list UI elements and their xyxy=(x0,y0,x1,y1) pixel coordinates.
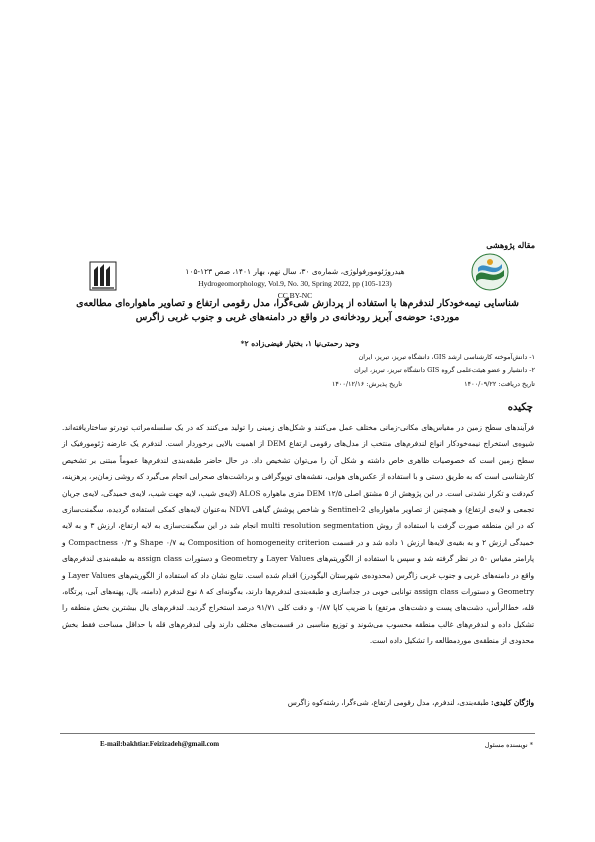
keywords-label: واژگان کلیدی: xyxy=(491,698,534,707)
corresponding-email: E-mail:bakhtiar.Feizizadeh@gmail.com xyxy=(100,740,220,748)
abstract-body: فرآیندهای سطح زمین در مقیاس‌های مکانی-زمانی مختلف عمل می‌کنند و شکل‌های زمینی را تولید می‌کنند که در یک سلسله‌مراتب تودرتو ساختاریافته‌اند. شیوه‌ی استخراج نیمه‌خودکار انواع لندفرم‌های منتخب از مدل‌های رقومی ارتفاع DEM از اهمیت بالایی برخوردار است. لندفرم یک عارضه ژئومورفیک از سطح زمین است که خصوصیات ظاهری خاص داشته و شکل آن را می‌توان تشخیص داد. در حال حاضر طبقه‌بندی لندفرم‌ها عموماً مبتنی بر تشخیص کارشناسی است که به طریق دستی و با استفاده از عکس‌های هوایی، نقشه‌های توپوگرافی و برداشت‌های صحرایی انجام می‌گیرد که روشی زمان‌بر، پرهزینه، کم‌دقت و تکرار نشدنی است. در این پژوهش از ۵ مشتق اصلی DEM ۱۲/۵ متری ماهواره ALOS (لایه‌ی شیب، لایه جهت شیب، لایه‌ی خمیدگی، لایه‌ی جریان تجمعی و لایه‌ی ارتفاع) و همچنین از تصاویر ماهواره‌ای Sentinel-2 و شاخص پوشش گیاهی NDVI به‌عنوان لایه‌های کمکی استفاده گردیده، سگمنت‌سازی که در این منطقه صورت گرفت با استفاده از روش multi resolution segmentation انجام شد در این سگمنت‌سازی به لایه ارتفاع، ارزش ۳ و به لایه خمیدگی ارزش ۲ و به بقیه‌ی لایه‌ها ارزش ۱ داده شد و در قسمت Composition of homogeneity criterion به Shape ۰/۷ و Compactness ۰/۳ و پارامتر مقیاس ۵۰ در نظر گرفته شد و سپس با استفاده از الگوریتم‌های Layer Values و Geometry و دستورات assign class به طبقه‌بندی لندفرم‌های واقع در دامنه‌های غربی و جنوب غربی زاگرس (محدوده‌ی شهرستان الیگودرز) اقدام شده است. نتایج نشان داد که استفاده از الگوریتم‌های Layer Values و Geometry و دستورات assign class توانایی خوبی در جداسازی و طبقه‌بندی لندفرم‌ها دارند، به‌گونه‌ای که ۸ نوع لندفرم (دامنه، یال، پهنه‌های آبی، پرتگاه، قله، خط‌الرأس، دشت‌های پست و دشت‌های مرتفع) با ضریب کاپا ۰/۸۷ و دقت کلی ۹۱/۷۱ درصد استخراج گردید. لندفرم‌های یال بیشترین بخش منطقه را تشکیل داده و لندفرم‌های غالب منطقه محسوب می‌شوند و توزیع مناسبی در قسمت‌های مختلف دارند ولی لندفرم‌های قله با حداقل مساحت فقط بخش محدودی از منطقه‌ی موردمطالعه را تشکیل داده است. xyxy=(62,423,535,646)
university-logo xyxy=(88,258,118,294)
authors: وحید رحمتی‌نیا ۱، بختیار فیضی‌زاده ۲* xyxy=(240,339,360,348)
paper-title: شناسایی نیمه‌خودکار لندفرم‌ها با استفاده از پردازش شیء‌گرا، مدل رقومی ارتفاع و تصاویر ماهواره‌ای مطالعه‌ی موردی: حوضه‌ی آبریز رودخانه‌ی در واقع در دامنه‌های غربی و جنوب غربی زاگرس xyxy=(76,298,519,323)
keywords-text: طبقه‌بندی، لندفرم، مدل رقومی ارتفاع، شیء‌گرا، رشته‌کوه زاگرس xyxy=(287,698,491,707)
journal-citation-fa: هیدروژئومورفولوژی، شماره‌ی ۳۰، سال نهم، بهار ۱۴۰۱، صص ۱۲۳-۱۰۵ xyxy=(185,267,405,276)
date-accepted: تاریخ پذیرش: ۱۴۰۰/۱۲/۱۶ xyxy=(331,380,403,388)
affiliation-1: ۱- دانش‌آموخته کارشناسی ارشد GIS، دانشگاه تبریز، تبریز، ایران xyxy=(358,353,535,361)
license-label: CC BY-NC xyxy=(277,291,313,300)
date-received: تاریخ دریافت: ۱۴۰۰/۰۹/۲۲ xyxy=(464,380,535,388)
dates-line xyxy=(200,380,535,388)
affiliation-2: ۲- دانشیار و عضو هیئت‌علمی گروه GIS دانشگاه تبریز، تبریز، ایران xyxy=(354,366,535,374)
journal-citation-en: Hydrogeomorphology, Vol.9, No. 30, Spring 2022, pp (105-123) xyxy=(198,279,392,288)
article-type-label: مقاله پژوهشی xyxy=(486,240,535,250)
corresponding-author-note: * نویسنده مسئول xyxy=(484,741,533,749)
journal-logo xyxy=(470,252,510,292)
abstract-heading: چکیده xyxy=(507,402,533,413)
keywords xyxy=(62,698,534,707)
footer-divider xyxy=(60,733,535,734)
